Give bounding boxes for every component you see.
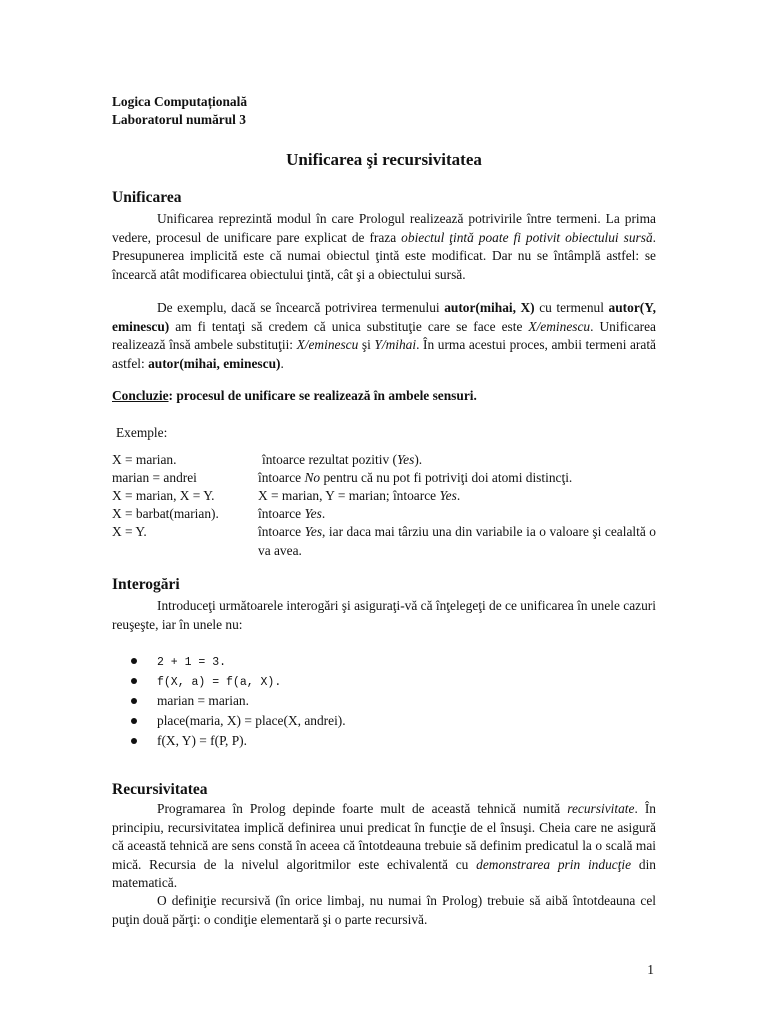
interogari-intro: Introduceţi următoarele interogări şi asiguraţi-vă că înţelegeţi de ce unificarea în unele cazuri reuşeşte, iar în unele nu:: [112, 598, 656, 632]
course-name: Logica Computațională: [112, 94, 248, 109]
bullet-icon: [131, 678, 137, 684]
list-item: f(X, Y) = f(P, P).: [112, 731, 656, 751]
section-heading-interogari: Interogări: [112, 576, 180, 593]
recursivitatea-paragraph-1: Programarea în Prolog depinde foarte mult de această tehnică numită recursivitate. În principiu, recursivitatea implică definirea unui predicat în funcţie de el însuşi. Cheia care ne asigură că această tehnică are sens constă în aceea că întotdeauna trebuie să definim predicatul la o scală mai mică. Recursia de la nivelul algoritmilor este echivalentă cu demonstrarea prin inducţie din matematică.: [112, 801, 656, 890]
section-heading-recursivitatea: Recursivitatea: [112, 781, 208, 798]
query-list: [112, 651, 656, 751]
list-item: place(maria, X) = place(X, andrei).: [112, 711, 656, 731]
list-item: 2 + 1 = 3.: [112, 651, 656, 671]
document-page: Logica Computațională Laboratorul numărul 3 Unificarea şi recursivitatea Unificarea Unificarea reprezintă modul în care Prologul realizează potrivirile între termeni. La prima vedere, procesul de unificare pare explicat de fraza obiectul ţintă poate fi potivit obiectului sursă. Presupunerea implicită este că numai obiectul ţintă este modificat. Dar nu se întâmplă astfel: se încearcă atât modificarea obiectului ţintă, cât şi a obiectului sursă. De exemplu, dacă se încearcă potrivirea termenului autor(mihai, X) cu termenul autor(Y, eminescu) am fi tentaţi să credem că unica substituţie care se face este X/eminescu. Unificarea realizează însă ambele substituţii: X/eminescu şi Y/mihai. În urma acestui proces, ambii termeni arată astfel: autor(mihai, eminescu). Concluzie: procesul de unificare se realizează în ambele sensuri. Exemple: X = marian. întoarce rezultat pozitiv (Yes). marian = andrei întoarce No pentru că nu pot fi potriviţi doi atomi distincţi. X = marian, X = Y. X = marian, Y = marian; întoarce Yes. X = barbat(marian). întoarce Yes. X = Y. întoarce Yes, iar daca mai târziu una din variabile ia o valoare şi cealaltă o va avea. Interogări Introduceţi următoarele interogări şi asiguraţi-vă că înţelegeţi de ce unificarea în unele cazuri reuşeşte, iar în unele nu: 2 + 1 = 3. f(X, a) = f(a, X). marian = marian. place(maria, X) = place(X, andrei). f(X, Y) = f(P, P). Recursivitatea Programarea în Prolog depinde foarte mult de această tehnică numită recursivitate. În principiu, recursivitatea implică definirea unui predicat în funcţie de el însuşi. Cheia care ne asigură că această tehnică are sens constă în aceea că întotdeauna trebuie să definim predicatul la o scală mai mică. Recursia de la nivelul algoritmilor este echivalentă cu demonstrarea prin inducţie din matematică. O definiţie recursivă (în orice limbaj, nu numai în Prolog) trebuie să aibă întotdeauna cel puţin două părţi: o condiţie elementară şi o parte recursivă. 1: [0, 0, 768, 1024]
conclusion: Concluzie: procesul de unificare se realizează în ambele sensuri.: [112, 388, 477, 403]
recursivitatea-paragraph-2: O definiţie recursivă (în orice limbaj, nu numai în Prolog) trebuie să aibă întotdeauna cel puţin două părţi: o condiţie elementară şi o parte recursivă.: [112, 893, 656, 927]
bullet-icon: [131, 698, 137, 704]
list-item: marian = marian.: [112, 691, 656, 711]
bullet-icon: [131, 738, 137, 744]
unificarea-paragraph-2: De exemplu, dacă se încearcă potrivirea termenului autor(mihai, X) cu termenul autor(Y, eminescu) am fi tentaţi să credem că unica substituţie care se face este X/eminescu. Unificarea realizează însă ambele substituţii: X/eminescu şi Y/mihai. În urma acestui proces, ambii termeni arată astfel: autor(mihai, eminescu).: [112, 300, 657, 371]
bullet-icon: [131, 658, 137, 664]
document-title: Unificarea şi recursivitatea: [286, 150, 482, 169]
examples-label: Exemple:: [116, 425, 168, 440]
section-heading-unificarea: Unificarea: [112, 189, 182, 206]
unificarea-paragraph-1: Unificarea reprezintă modul în care Prologul realizează potrivirile între termeni. La prima vedere, procesul de unificare pare explicat de fraza obiectul ţintă poate fi potivit obiectului sursă. Presupunerea implicită este că numai obiectul ţintă este modificat. Dar nu se întâmplă astfel: se încearcă atât modificarea obiectului ţintă, cât şi a obiectului sursă.: [112, 211, 656, 282]
lab-number: Laboratorul numărul 3: [112, 112, 246, 127]
list-item: f(X, a) = f(a, X).: [112, 671, 656, 691]
page-number: 1: [647, 962, 654, 977]
bullet-icon: [131, 718, 137, 724]
